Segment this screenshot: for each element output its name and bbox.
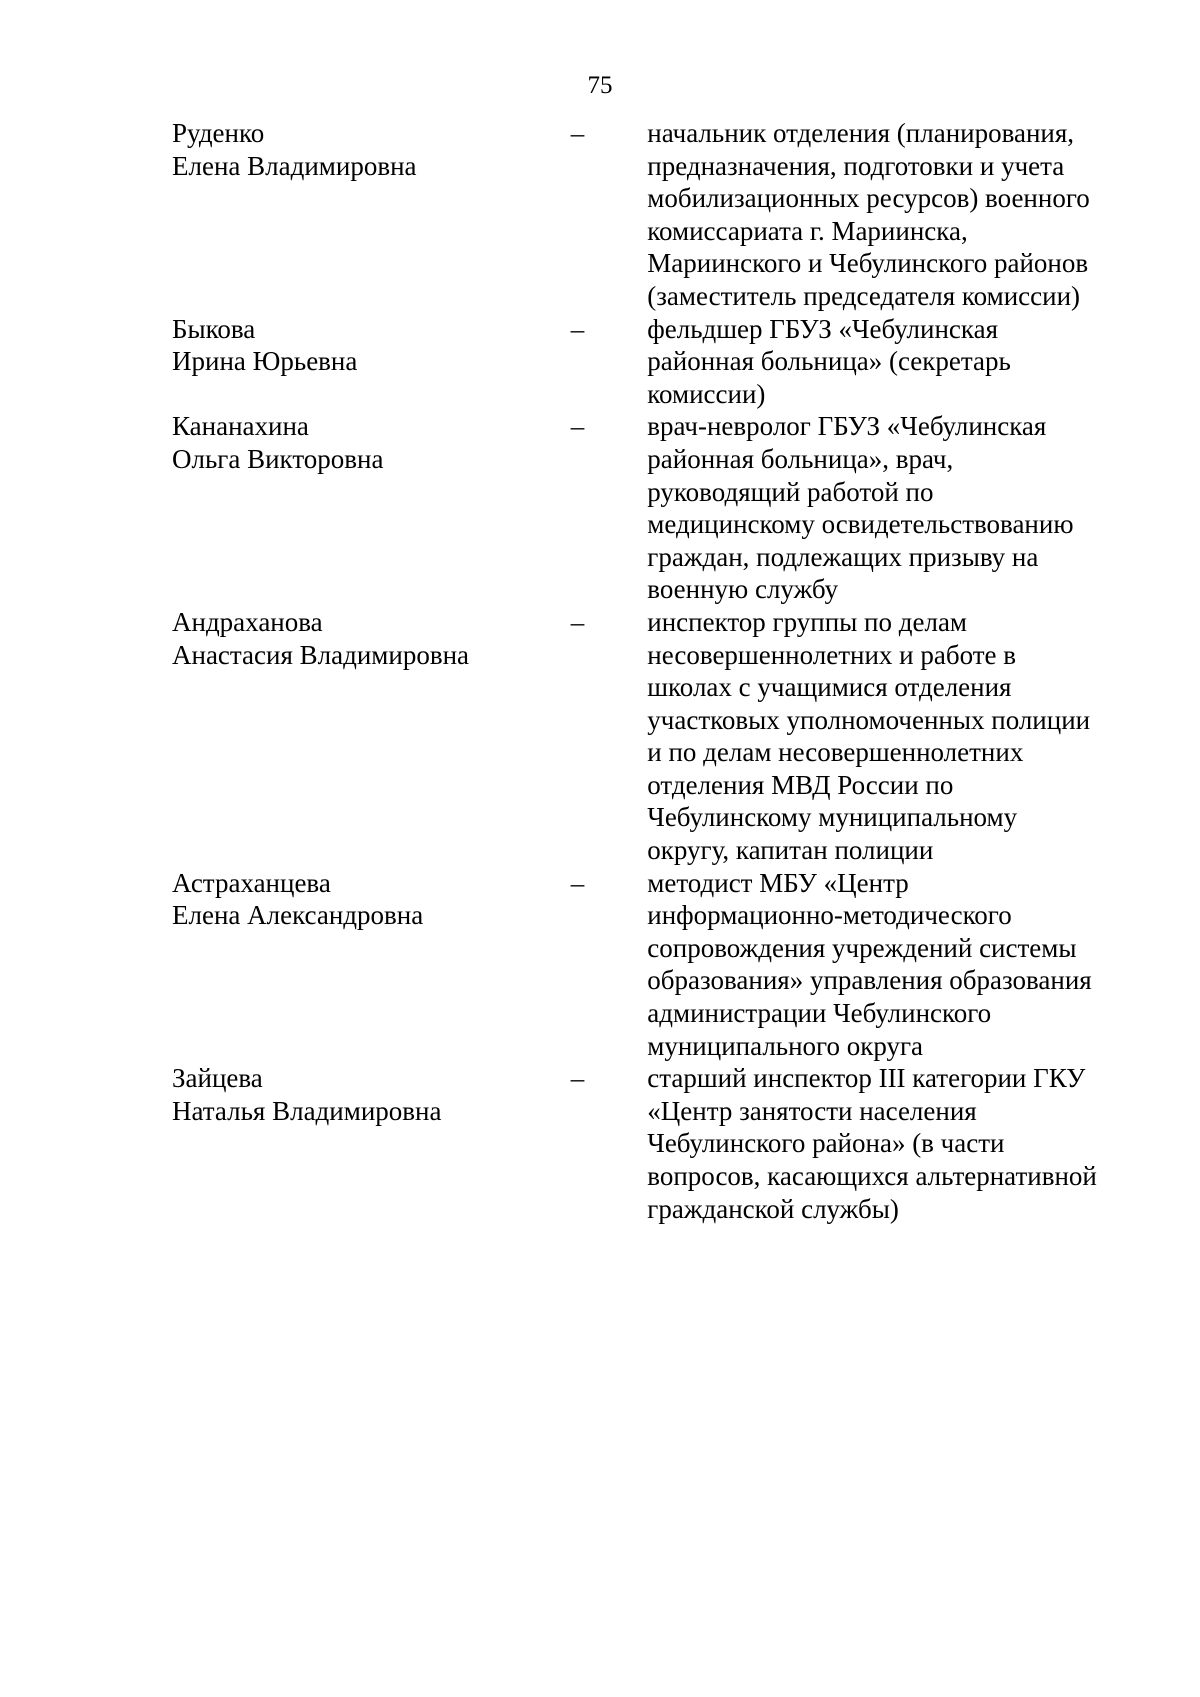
member-role: методист МБУ «Центр информационно-методического сопровождения учреждений системы образования» управления образования администрации Чебулинского муниципального округа	[647, 867, 1092, 1061]
member-name	[172, 410, 571, 606]
member-given-names: Наталья Владимировна	[172, 1095, 442, 1126]
member-dash: –	[570, 411, 585, 442]
member-surname: Быкова	[172, 313, 256, 344]
member-role: фельдшер ГБУЗ «Чебулинская районная больница» (секретарь комиссии)	[647, 313, 1011, 409]
member-name	[172, 117, 571, 313]
member-name	[172, 313, 571, 411]
member-surname: Андраханова	[172, 606, 323, 637]
member-name	[172, 1062, 571, 1225]
member-given-names: Елена Владимировна	[172, 150, 417, 181]
member-row	[0, 867, 1200, 1063]
member-role: старший инспектор III категории ГКУ «Центр занятости населения Чебулинского района» (в части вопросов, касающихся альтернативной гражданской службы)	[647, 1063, 1097, 1224]
member-given-names: Ольга Викторовна	[172, 443, 384, 474]
member-role: начальник отделения (планирования, предназначения, подготовки и учета мобилизационных ресурсов) военного комиссариата г. Мариинска, Мариинского и Чебулинского районов (заместитель председателя комиссии)	[647, 118, 1090, 311]
member-dash: –	[570, 867, 585, 898]
member-role: врач-невролог ГБУЗ «Чебулинская районная больница», врач, руководящий работой по медицинскому освидетельствованию граждан, подлежащих призыву на военную службу	[647, 411, 1074, 605]
member-name	[172, 867, 571, 1063]
member-surname: Руденко	[172, 118, 265, 148]
member-name	[172, 606, 571, 867]
member-given-names: Ирина Юрьевна	[172, 346, 358, 377]
member-surname: Кананахина	[172, 411, 309, 442]
member-given-names: Елена Александровна	[172, 900, 424, 931]
member-surname: Астраханцева	[172, 867, 331, 898]
member-dash: –	[570, 606, 585, 637]
member-dash: –	[570, 313, 585, 344]
member-row	[0, 410, 1200, 606]
member-dash: –	[570, 118, 585, 148]
member-row	[0, 1062, 1200, 1225]
page-number: 75	[587, 72, 613, 99]
member-role: инспектор группы по делам несовершеннолетних и работе в школах с учащимися отделения участковых уполномоченных полиции и по делам несовершеннолетних отделения МВД России по Чебулинскому муниципальному округу, капитан полиции	[647, 606, 1091, 866]
member-row	[0, 606, 1200, 867]
member-given-names: Анастасия Владимировна	[172, 639, 469, 670]
member-row	[0, 117, 1200, 313]
commission-member-list	[0, 117, 1200, 1225]
member-dash: –	[570, 1063, 585, 1094]
member-row	[0, 313, 1200, 411]
member-surname: Зайцева	[172, 1063, 263, 1094]
